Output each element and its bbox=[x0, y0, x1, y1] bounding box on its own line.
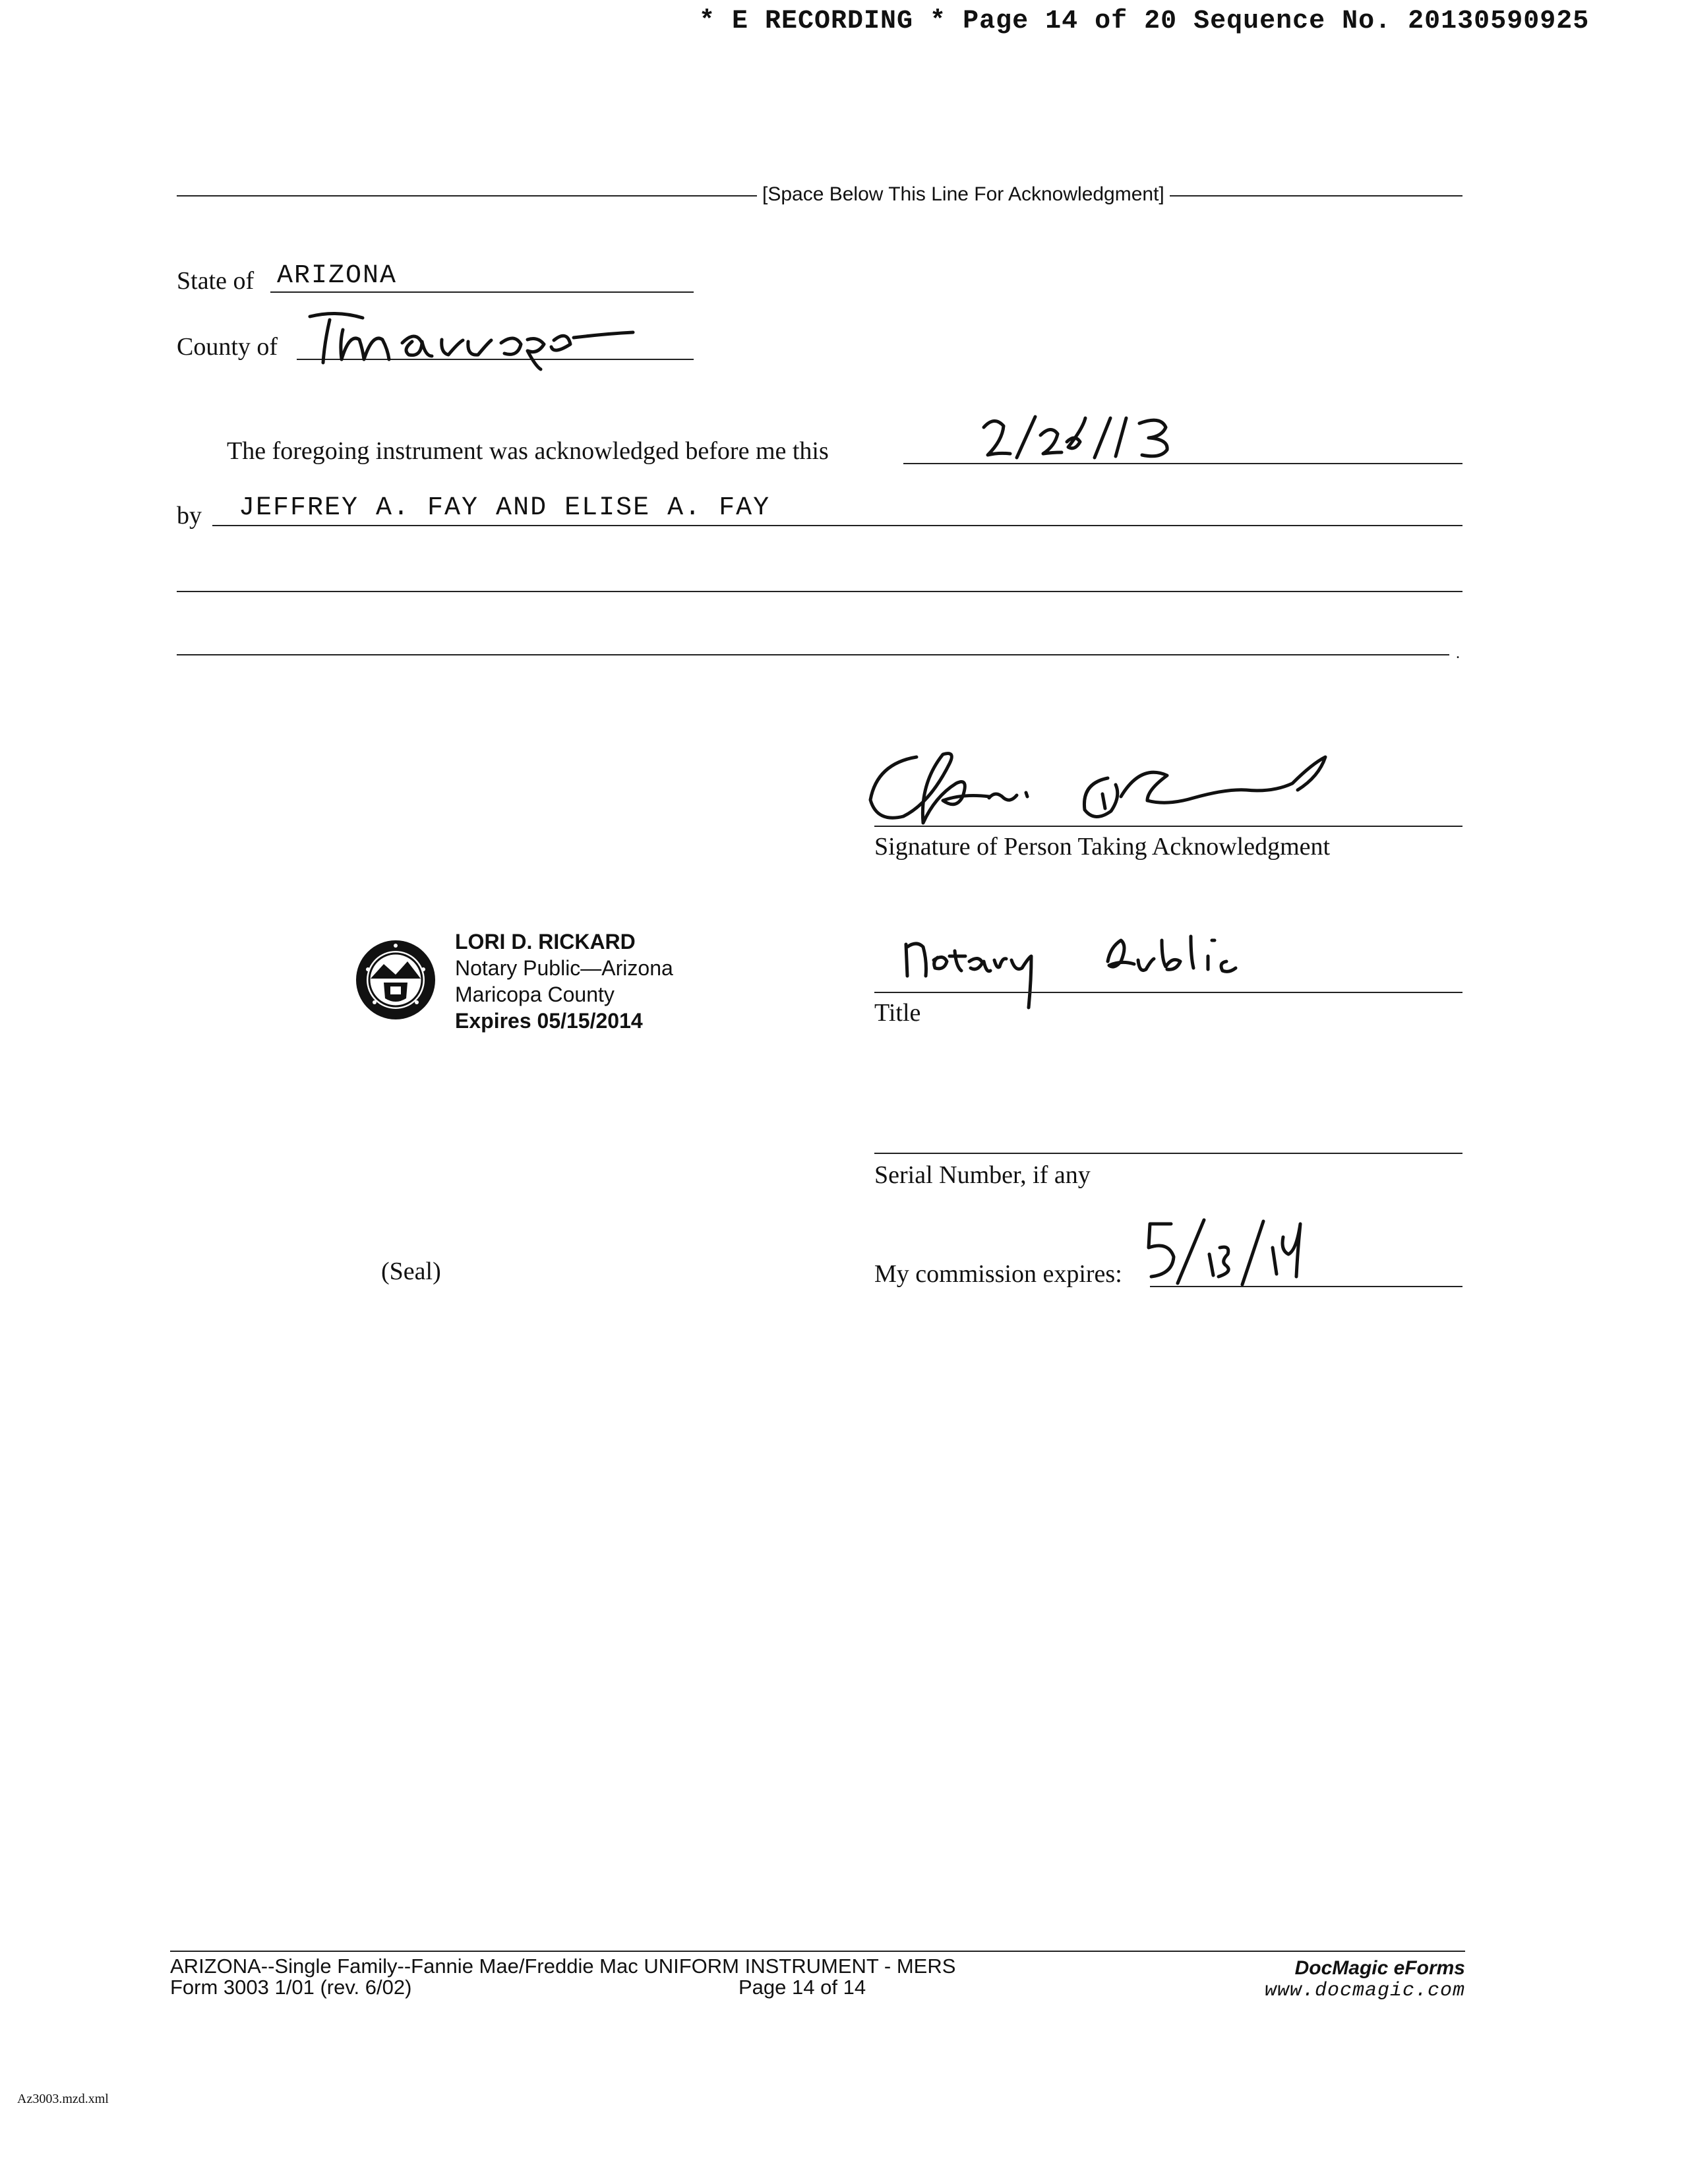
document-code: Az3003.mzd.xml bbox=[17, 2092, 109, 2106]
foregoing-label: The foregoing instrument was acknowledged before me this bbox=[227, 437, 829, 465]
docmagic-logo: DocMagic eForms bbox=[1294, 1957, 1465, 1979]
state-value: ARIZONA bbox=[277, 261, 398, 291]
footer-form-title: ARIZONA--Single Family--Fannie Mae/Freddie Mac UNIFORM INSTRUMENT - MERS bbox=[170, 1955, 956, 1978]
notary-county: Maricopa County bbox=[455, 983, 615, 1006]
by-label: by bbox=[177, 502, 202, 530]
state-underline bbox=[270, 291, 694, 293]
form-footer bbox=[170, 1951, 1465, 2003]
acknowledgment-banner-text: [Space Below This Line For Acknowledgment] bbox=[757, 183, 1170, 206]
blank-line-2 bbox=[177, 654, 1449, 655]
state-label: State of bbox=[177, 267, 255, 295]
signature-underline bbox=[874, 826, 1462, 827]
blank-line-1 bbox=[177, 591, 1462, 592]
seal-label: (Seal) bbox=[381, 1258, 441, 1285]
commission-handwriting bbox=[1131, 1211, 1329, 1296]
county-label: County of bbox=[177, 333, 278, 361]
notary-commission-line: Notary Public—Arizona bbox=[455, 956, 673, 980]
notary-expiration: Expires 05/15/2014 bbox=[455, 1009, 643, 1033]
signature-label: Signature of Person Taking Acknowledgment bbox=[874, 833, 1331, 861]
title-underline bbox=[874, 992, 1462, 993]
notary-seal-stamp bbox=[355, 928, 698, 1047]
acknowledgment-banner bbox=[177, 183, 1462, 210]
notary-signature bbox=[857, 737, 1358, 843]
commission-label: My commission expires: bbox=[874, 1260, 1122, 1288]
by-underline bbox=[212, 525, 1462, 526]
recording-header: * E RECORDING * Page 14 of 20 Sequence No. 20130590925 bbox=[699, 7, 1590, 36]
serial-underline bbox=[874, 1153, 1462, 1154]
county-handwriting bbox=[290, 303, 659, 376]
by-value: JEFFREY A. FAY AND ELISE A. FAY bbox=[239, 493, 771, 523]
arizona-seal-emblem bbox=[355, 939, 437, 1021]
title-handwriting bbox=[903, 921, 1325, 1013]
title-label: Title bbox=[874, 999, 921, 1027]
docmagic-url: www.docmagic.com bbox=[1264, 1980, 1465, 2002]
notary-name: LORI D. RICKARD bbox=[455, 930, 636, 954]
footer-page-number: Page 14 of 14 bbox=[738, 1976, 866, 1999]
serial-label: Serial Number, if any bbox=[874, 1161, 1091, 1189]
date-handwriting bbox=[969, 409, 1193, 468]
period-mark: . bbox=[1456, 645, 1460, 662]
footer-rule bbox=[170, 1951, 1465, 1952]
footer-form-number: Form 3003 1/01 (rev. 6/02) bbox=[170, 1976, 412, 1999]
